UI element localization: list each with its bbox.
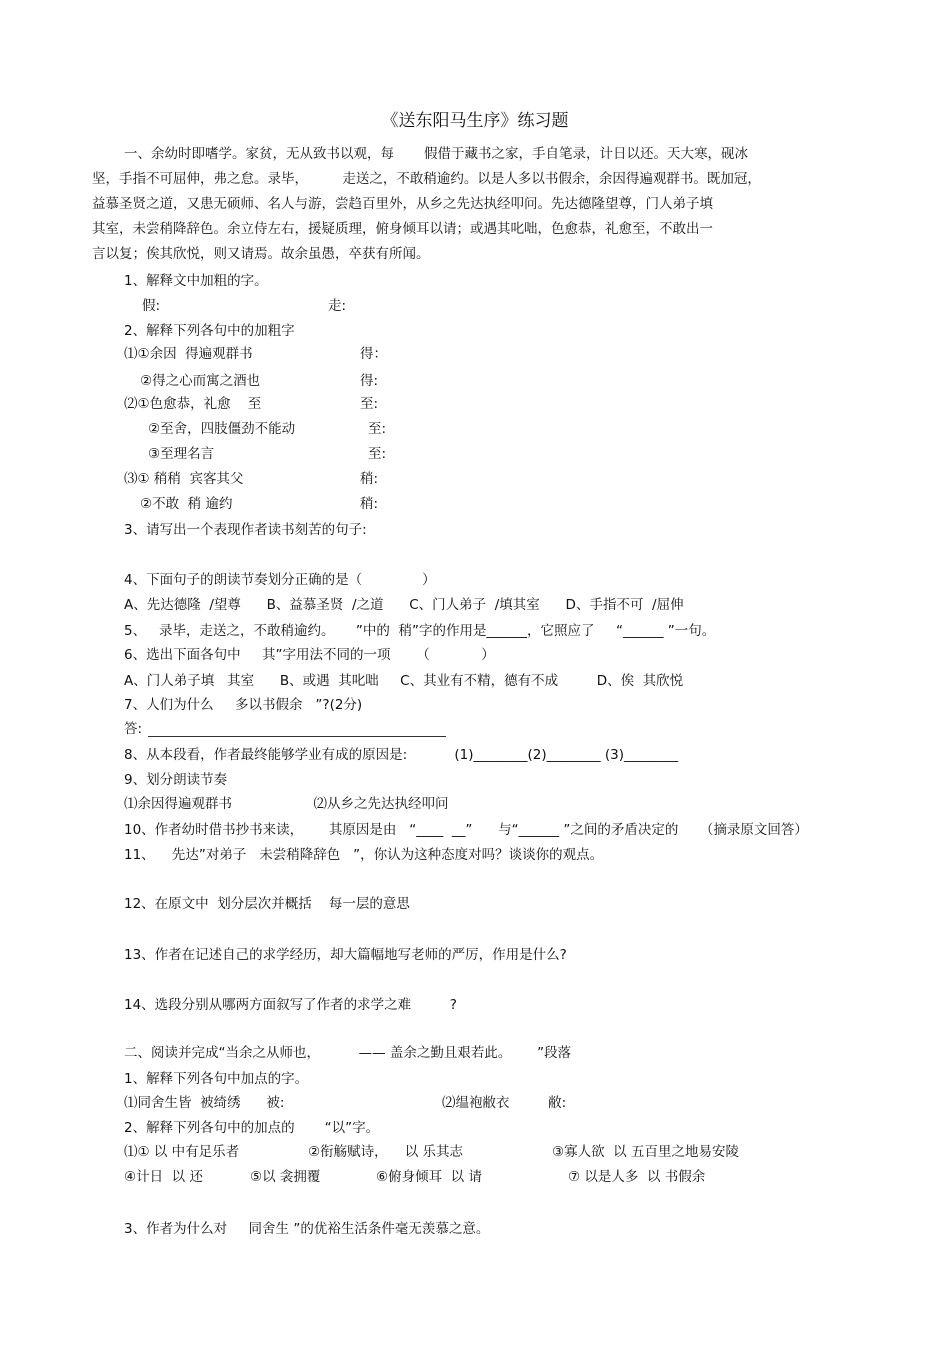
question-9: 9、划分朗读节奏 [124, 772, 228, 788]
section-2-question-2-item: ②衔觞赋诗， 以 乐其志 [308, 1144, 464, 1160]
section-2-question-2-item: ⑥俯身倾耳 以 请 [376, 1169, 482, 1185]
question-2-item: ⑴①余因 得遍观群书 [124, 346, 253, 362]
question-2-item: ③至理名言 [148, 446, 215, 462]
question-2-item: ⑶① 稍稍 宾客其父 [124, 471, 244, 487]
answer-label-zou: 走: [328, 298, 347, 314]
section-2-question-2-item: ③寡人欲 以 五百里之地易安陵 [552, 1144, 739, 1160]
answer-blank-line[interactable] [148, 736, 446, 737]
section-2-heading: 二、阅读并完成“当余之从师也， —— 盖余之勤且艰若此。 ”段落 [124, 1045, 572, 1061]
section-2-question-2: 2、解释下列各句中的加点的 “以”字。 [124, 1120, 380, 1136]
question-2-item: ②不敢 稍 逾约 [140, 496, 233, 512]
section-2-question-1-item: ⑴同舍生皆 被绮绣 被: [124, 1095, 285, 1111]
answer-label-jia: 假: [142, 298, 161, 314]
answer-label: 至: [368, 421, 387, 437]
question-2: 2、解释下列各句中的加粗字 [124, 323, 295, 339]
question-4: 4、下面句子的朗读节奏划分正确的是（ ） [124, 572, 436, 588]
passage-line: 坚，手指不可屈伸，弗之怠。录毕， 走送之，不敢稍逾约。以是人多以书假余，余因得遍观群书。既加冠， [92, 171, 761, 187]
question-4-options: A、先达德隆 /望尊 B、益慕圣贤 /之道 C、门人弟子 /填其室 D、手指不可 /屈伸 [124, 597, 684, 613]
section-2-question-2-item: ⑦ 以是人多 以 书假余 [568, 1169, 706, 1185]
answer-label: 得： [360, 346, 387, 362]
section-2-question-3: 3、作者为什么对 同舍生 ”的优裕生活条件毫无羡慕之意。 [124, 1221, 490, 1237]
question-2-item: ②得之心而寓之酒也 [140, 373, 261, 389]
section-2-question-2-item: ④计日 以 还 [124, 1169, 203, 1185]
section-2-question-1-item: ⑵缊袍敝衣 敝: [442, 1095, 567, 1111]
question-8: 8、从本段看，作者最终能够学业有成的原因是: (1)________(2)________ (3)________ [124, 747, 679, 763]
section-2-question-2-item: ⑴① 以 中有足乐者 [124, 1144, 240, 1160]
question-13: 13、作者在记述自己的求学经历，却大篇幅地写老师的严厉，作用是什么? [124, 947, 567, 963]
question-14: 14、选段分别从哪两方面叙写了作者的求学之难 ? [124, 997, 457, 1013]
question-3: 3、请写出一个表现作者读书刻苦的句子: [124, 522, 367, 538]
question-2-item: ②至舍，四肢僵劲不能动 [148, 421, 296, 437]
question-9-options: ⑴余因得遍观群书 ⑵从乡之先达执经叩问 [124, 796, 449, 812]
page-title: 《送东阳马生序》练习题 [381, 111, 569, 131]
question-10: 10、作者幼时借书抄书来读， 其原因是由 “____ __” 与“______ ”之间的矛盾决定的 （摘录原文回答） [124, 822, 808, 838]
answer-label: 得: [360, 373, 379, 389]
passage-line: 言以复；俟其欣悦，则又请焉。故余虽愚，卒获有所闻。 [92, 246, 430, 262]
answer-label: 至: [368, 446, 387, 462]
question-2-item: ⑵①色愈恭，礼愈 至 [124, 396, 262, 412]
answer-label-da: 答: [124, 721, 143, 737]
question-11: 11、 先达”对弟子 未尝稍降辞色 ”，你认为这种态度对吗？谈谈你的观点。 [124, 847, 604, 863]
passage-line: 其室，未尝稍降辞色。余立侍左右，援疑质理，俯身倾耳以请；或遇其叱咄，色愈恭，礼愈至，不敢出一 [92, 221, 713, 237]
question-6-options: A、门人弟子填 其室 B、或遇 其叱咄 C、其业有不精，德有不成 D、俟 其欣悦 [124, 673, 684, 689]
question-7: 7、人们为什么 多以书假余 ”?(2分) [124, 697, 363, 713]
answer-label: 稍: [360, 471, 379, 487]
section-2-question-2-item: ⑤以 衾拥覆 [250, 1169, 321, 1185]
passage-line: 益慕圣贤之道，又患无硕师、名人与游，尝趋百里外，从乡之先达执经叩问。先达德隆望尊，门人弟子填 [92, 196, 713, 212]
question-5: 5、 录毕，走送之，不敢稍逾约。 ”中的 稍”字的作用是______，它照应了 “______ ”一句。 [124, 623, 716, 639]
question-1: 1、解释文中加粗的字。 [124, 273, 268, 289]
answer-label: 稍: [360, 496, 379, 512]
section-2-question-1: 1、解释下列各句中加点的字。 [124, 1071, 309, 1087]
question-12: 12、在原文中 划分层次并概括 每一层的意思 [124, 896, 410, 912]
passage-line: 一、余幼时即嗜学。家贫，无从致书以观，每 假借于藏书之家，手自笔录，计日以还。天大寒，砚冰 [124, 146, 749, 162]
answer-label: 至: [360, 396, 379, 412]
question-6: 6、选出下面各句中 其”字用法不同的一项 （ ） [124, 647, 495, 663]
